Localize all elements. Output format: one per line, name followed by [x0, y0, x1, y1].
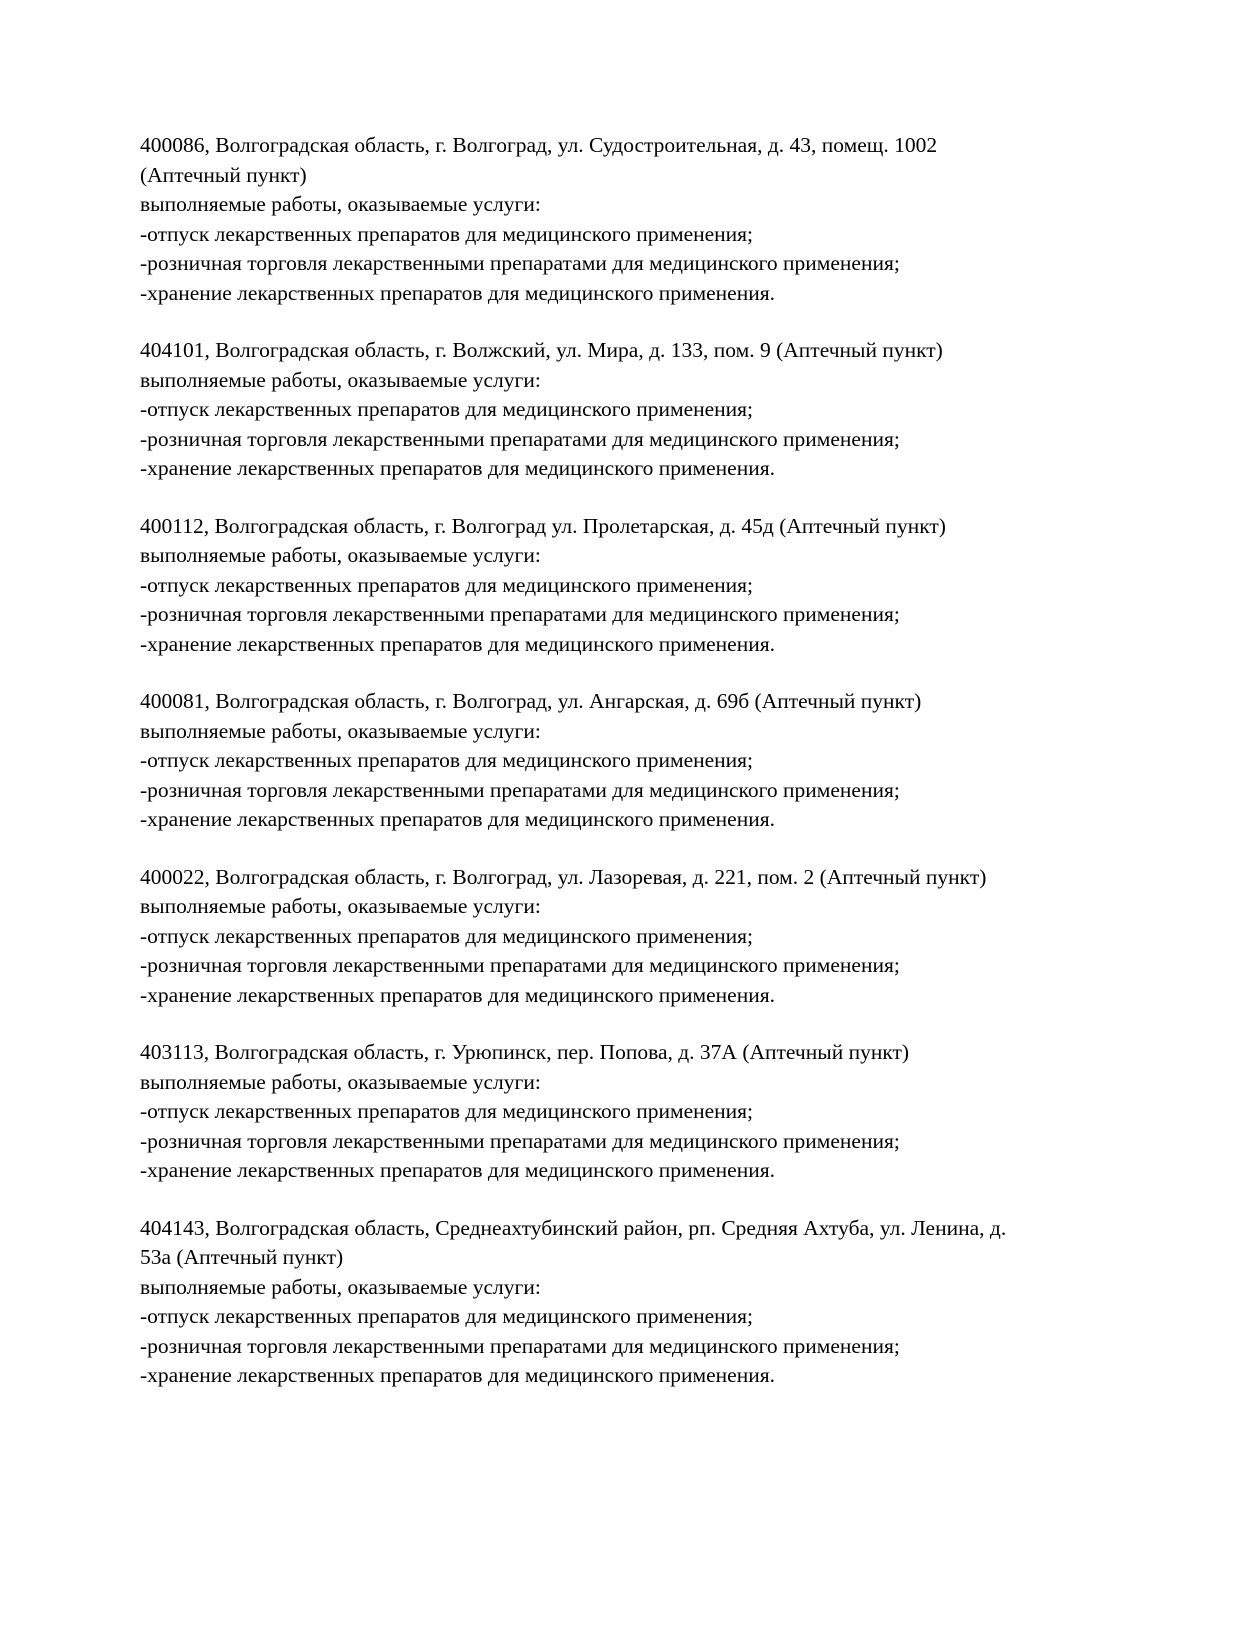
service-line: -хранение лекарственных препаратов для медицинского применения.	[140, 1158, 775, 1182]
service-line: -розничная торговля лекарственными препаратами для медицинского применения;	[140, 1333, 900, 1358]
license-entry	[140, 687, 1210, 835]
address-line: 404101, Волгоградская область, г. Волжский, ул. Мира, д. 133, пом. 9 (Аптечный пункт)	[140, 338, 943, 362]
service-line: -отпуск лекарственных препаратов для медицинского применения;	[140, 221, 754, 246]
service-line: -розничная торговля лекарственными препаратами для медицинского применения;	[140, 602, 900, 626]
service-line: -розничная торговля лекарственными препаратами для медицинского применения;	[140, 777, 900, 802]
license-entry	[140, 336, 1210, 484]
address-line: 404143, Волгоградская область, Среднеахтубинский район, рп. Средняя Ахтуба, ул. Ленина, д.	[140, 1215, 1007, 1240]
service-line: -розничная торговля лекарственными препаратами для медицинского применения;	[140, 1128, 900, 1153]
service-line: -отпуск лекарственных препаратов для медицинского применения;	[140, 397, 754, 421]
address-line: 403113, Волгоградская область, г. Урюпинск, пер. Попова, д. 37А (Аптечный пункт)	[140, 1040, 910, 1064]
service-line: -хранение лекарственных препаратов для медицинского применения.	[140, 456, 775, 480]
services-heading-line: выполняемые работы, оказываемые услуги:	[140, 894, 541, 918]
license-entry	[140, 1038, 1210, 1186]
services-heading-line: выполняемые работы, оказываемые услуги:	[140, 367, 541, 392]
service-line: -отпуск лекарственных препаратов для медицинского применения;	[140, 923, 754, 948]
address-line: (Аптечный пункт)	[140, 162, 307, 187]
services-heading-line: выполняемые работы, оказываемые услуги:	[140, 543, 541, 567]
service-line: -хранение лекарственных препаратов для медицинского применения.	[140, 1363, 775, 1387]
service-line: -отпуск лекарственных препаратов для медицинского применения;	[140, 1099, 754, 1123]
service-line: -отпуск лекарственных препаратов для медицинского применения;	[140, 748, 754, 772]
document-page	[140, 131, 1210, 1419]
license-entry	[140, 512, 1210, 660]
service-line: -розничная торговля лекарственными препаратами для медицинского применения;	[140, 426, 900, 451]
license-entry	[140, 131, 1210, 308]
services-heading-line: выполняемые работы, оказываемые услуги:	[140, 1069, 541, 1094]
address-line: 400112, Волгоградская область, г. Волгоград ул. Пролетарская, д. 45д (Аптечный пункт)	[140, 513, 946, 538]
license-entry	[140, 1214, 1210, 1391]
service-line: -хранение лекарственных препаратов для медицинского применения.	[140, 982, 775, 1007]
license-entry	[140, 863, 1210, 1011]
service-line: -отпуск лекарственных препаратов для медицинского применения;	[140, 1304, 754, 1328]
address-line: 400022, Волгоградская область, г. Волгоград, ул. Лазоревая, д. 221, пом. 2 (Аптечный пункт)	[140, 864, 987, 889]
service-line: -хранение лекарственных препаратов для медицинского применения.	[140, 280, 775, 305]
services-heading-line: выполняемые работы, оказываемые услуги:	[140, 1274, 541, 1299]
address-line: 53а (Аптечный пункт)	[140, 1245, 344, 1269]
services-heading-line: выполняемые работы, оказываемые услуги:	[140, 718, 541, 743]
service-line: -розничная торговля лекарственными препаратами для медицинского применения;	[140, 953, 900, 977]
service-line: -розничная торговля лекарственными препаратами для медицинского применения;	[140, 251, 900, 275]
service-line: -хранение лекарственных препаратов для медицинского применения.	[140, 807, 775, 831]
services-heading-line: выполняемые работы, оказываемые услуги:	[140, 192, 541, 216]
service-line: -отпуск лекарственных препаратов для медицинского применения;	[140, 572, 754, 597]
service-line: -хранение лекарственных препаратов для медицинского применения.	[140, 631, 775, 656]
address-line: 400081, Волгоградская область, г. Волгоград, ул. Ангарская, д. 69б (Аптечный пункт)	[140, 689, 922, 713]
address-line: 400086, Волгоградская область, г. Волгоград, ул. Судостроительная, д. 43, помещ. 1002	[140, 133, 938, 157]
